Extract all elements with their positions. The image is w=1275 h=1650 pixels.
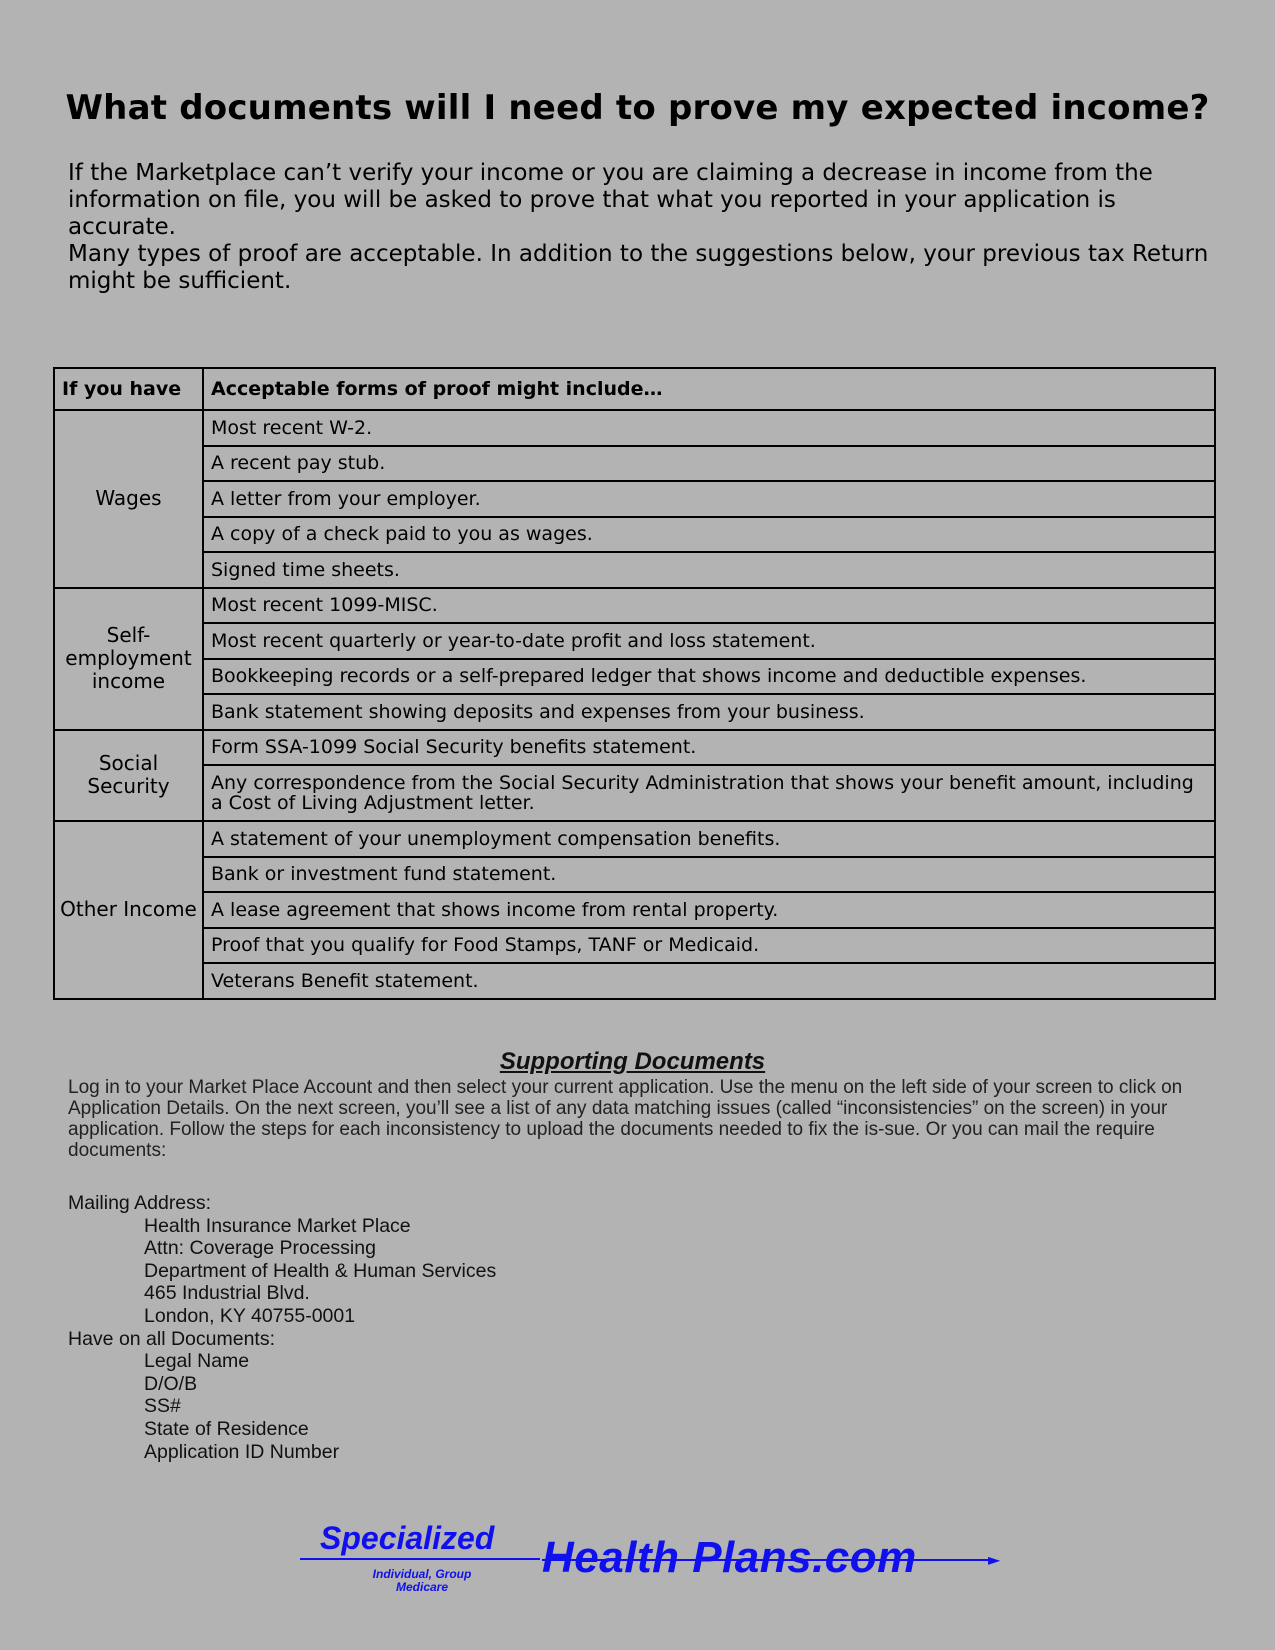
table-row bbox=[54, 410, 1215, 446]
document-item: Legal Name bbox=[144, 1350, 250, 1373]
proof-item: A recent pay stub. bbox=[203, 446, 1215, 482]
proof-item: Bookkeeping records or a self-prepared ledger that shows income and deductible expenses. bbox=[203, 659, 1215, 695]
table-row bbox=[54, 765, 1215, 821]
proof-item: Veterans Benefit statement. bbox=[203, 963, 1215, 999]
category-self-employment: Self-employment income bbox=[54, 588, 203, 730]
header-acceptable-proof: Acceptable forms of proof might include… bbox=[203, 368, 1215, 410]
table-row bbox=[54, 694, 1215, 730]
proof-item: Any correspondence from the Social Security Administration that shows your benefit amount, including a Cost of Living Adjustment letter. bbox=[203, 765, 1215, 821]
table-header-row bbox=[54, 368, 1215, 410]
logo-main-text: Health Plans.com bbox=[542, 1533, 917, 1582]
logo-specialized-text: Specialized bbox=[320, 1520, 495, 1556]
proof-item: Most recent W-2. bbox=[203, 410, 1215, 446]
table-row bbox=[54, 552, 1215, 588]
category-social-security: Social Security bbox=[54, 730, 203, 822]
table-row bbox=[54, 821, 1215, 857]
document-item: D/O/B bbox=[144, 1372, 198, 1395]
supporting-documents-body: Log in to your Market Place Account and then select your current application. Use the menu on the left side of your screen to click on Application Details. On the next screen, you’ll see a list of any data matching issues (called “inconsistencies” on the screen) in your application. Follow the steps for each inconsistency to upload the documents needed to fix the is-sue. Or you can mail the require documents: bbox=[68, 1077, 1183, 1161]
proof-item: Most recent 1099-MISC. bbox=[203, 588, 1215, 624]
company-logo bbox=[300, 1515, 1010, 1595]
table-row bbox=[54, 928, 1215, 964]
documents-label: Have on all Documents: bbox=[68, 1327, 276, 1350]
proof-item: A lease agreement that shows income from rental property. bbox=[203, 892, 1215, 928]
proof-item: Bank statement showing deposits and expenses from your business. bbox=[203, 694, 1215, 730]
address-line: Attn: Coverage Processing bbox=[144, 1237, 376, 1260]
proof-table bbox=[53, 367, 1216, 1000]
proof-item: A copy of a check paid to you as wages. bbox=[203, 517, 1215, 553]
table-row bbox=[54, 623, 1215, 659]
document-item: State of Residence bbox=[144, 1417, 309, 1440]
table-row bbox=[54, 730, 1215, 766]
category-wages: Wages bbox=[54, 410, 203, 588]
logo-underline bbox=[300, 1558, 540, 1560]
document-item: SS# bbox=[144, 1395, 181, 1418]
intro-text bbox=[68, 160, 1218, 295]
proof-item: A statement of your unemployment compensation benefits. bbox=[203, 821, 1215, 857]
logo-arrow-line bbox=[542, 1559, 994, 1561]
table-row bbox=[54, 588, 1215, 624]
table-row bbox=[54, 963, 1215, 999]
table-row bbox=[54, 446, 1215, 482]
proof-item: Signed time sheets. bbox=[203, 552, 1215, 588]
table-row bbox=[54, 517, 1215, 553]
logo-subtitle: Individual, Group Medicare bbox=[372, 1567, 472, 1594]
page-title: What documents will I need to prove my expected income? bbox=[65, 88, 1210, 128]
proof-item: A letter from your employer. bbox=[203, 481, 1215, 517]
arrow-right-icon: ► bbox=[988, 1550, 1001, 1569]
header-if-you-have: If you have bbox=[54, 368, 203, 410]
proof-item: Most recent quarterly or year-to-date profit and loss statement. bbox=[203, 623, 1215, 659]
address-line: London, KY 40755-0001 bbox=[144, 1304, 356, 1327]
supporting-documents-title: Supporting Documents bbox=[499, 1048, 766, 1075]
table-row bbox=[54, 857, 1215, 893]
mailing-address-label: Mailing Address: bbox=[68, 1192, 212, 1214]
table-row bbox=[54, 659, 1215, 695]
proof-item: Bank or investment fund statement. bbox=[203, 857, 1215, 893]
proof-item: Proof that you qualify for Food Stamps, TANF or Medicaid. bbox=[203, 928, 1215, 964]
address-line: Department of Health & Human Services bbox=[144, 1259, 497, 1282]
address-line: Health Insurance Market Place bbox=[144, 1214, 411, 1237]
mailing-section bbox=[68, 1192, 768, 1463]
document-item: Application ID Number bbox=[144, 1440, 340, 1463]
proof-item: Form SSA-1099 Social Security benefits statement. bbox=[203, 730, 1215, 766]
category-other-income: Other Income bbox=[54, 821, 203, 999]
intro-paragraph-2: Many types of proof are acceptable. In addition to the suggestions below, your previous tax Return might be sufficient. bbox=[68, 241, 1209, 294]
table-row bbox=[54, 481, 1215, 517]
intro-paragraph-1: If the Marketplace can’t verify your income or you are claiming a decrease in income from the information on file, you will be asked to prove that what you reported in your application is accurate. bbox=[68, 160, 1153, 240]
table-row bbox=[54, 892, 1215, 928]
address-line: 465 Industrial Blvd. bbox=[144, 1282, 310, 1305]
